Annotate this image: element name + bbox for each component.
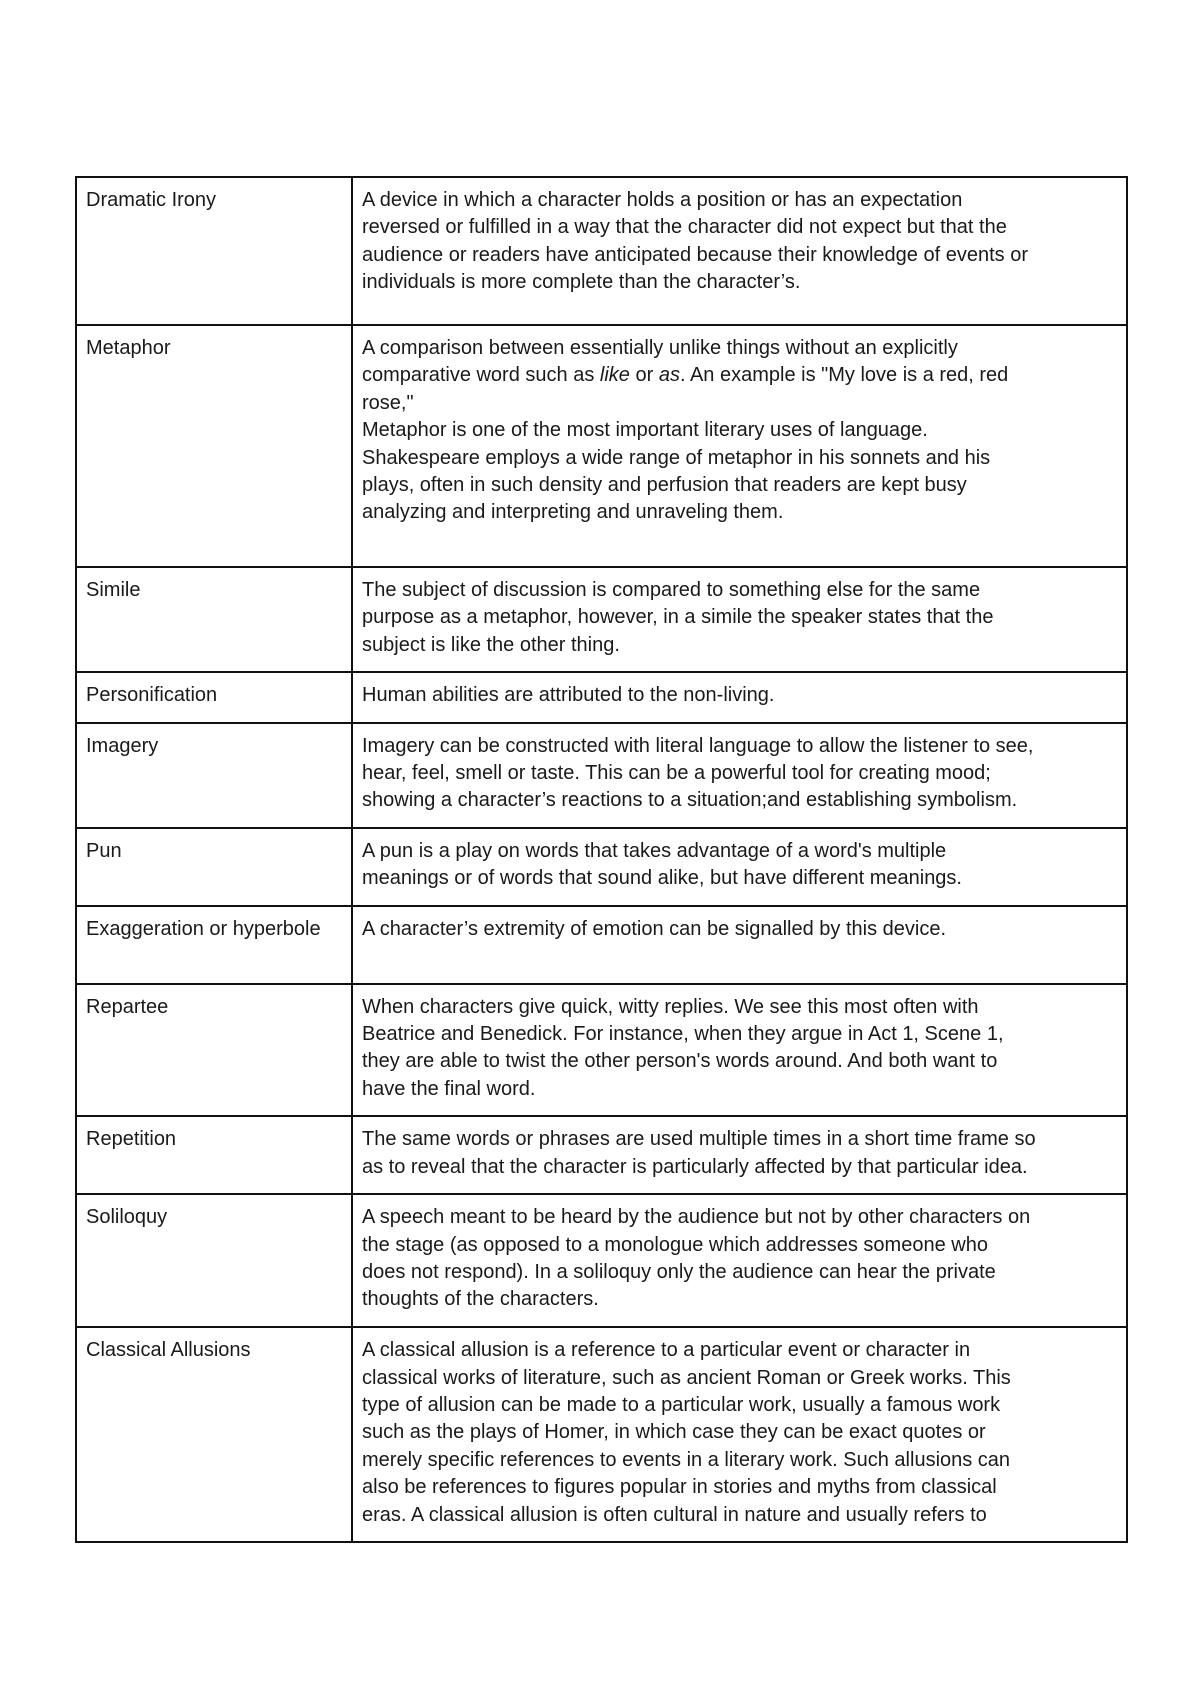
definition-line: The same words or phrases are used multiple times in a short time frame so: [362, 1128, 1036, 1151]
definition-text: . An example is "My love is a red, red: [679, 364, 1009, 387]
term-cell: Repartee: [76, 984, 352, 1117]
definition-cell: [352, 828, 1127, 906]
definition-line: Beatrice and Benedick. For instance, when they argue in Act 1, Scene 1,: [362, 1023, 1004, 1046]
definition-line: Human abilities are attributed to the non-living.: [362, 684, 775, 707]
definition-text: or: [635, 364, 654, 387]
table-row: [76, 1194, 1127, 1327]
definition-line: type of allusion can be made to a particular work, usually a famous work: [362, 1393, 1001, 1416]
definition-line: meanings or of words that sound alike, but have different meanings.: [362, 867, 962, 890]
definition-line: they are able to twist the other person's words around. And both want to: [362, 1050, 998, 1073]
definition-line: The subject of discussion is compared to something else for the same: [362, 579, 981, 601]
term-cell: Classical Allusions: [76, 1327, 352, 1542]
table-row: [76, 828, 1127, 906]
definition-cell: [352, 1327, 1127, 1542]
definition-line: as to reveal that the character is particularly affected by that particular idea.: [362, 1155, 1028, 1178]
definition-line: Shakespeare employs a wide range of metaphor in his sonnets and his: [362, 446, 991, 469]
definition-line: Imagery can be constructed with literal language to allow the listener to see,: [362, 734, 1034, 757]
definition-line: audience or readers have anticipated because their knowledge of events or: [362, 243, 1028, 266]
definition-cell: [352, 984, 1127, 1117]
definition-line: A pun is a play on words that takes advantage of a word's multiple: [362, 839, 947, 862]
table-row: [76, 325, 1127, 567]
table-row: [76, 984, 1127, 1117]
term-cell: Imagery: [76, 723, 352, 828]
definition-line: merely specific references to events in a literary work. Such allusions can: [362, 1448, 1011, 1471]
literary-devices-table: [75, 176, 1128, 1543]
definition-line: showing a character’s reactions to a situation;and establishing symbolism.: [362, 789, 1018, 812]
table-row: [76, 177, 1127, 325]
table-row: [76, 1116, 1127, 1194]
emphasis-like: like: [599, 364, 630, 387]
definition-line: A speech meant to be heard by the audience but not by other characters on: [362, 1206, 1031, 1229]
table-row: [76, 672, 1127, 722]
definition-cell: [352, 1194, 1127, 1327]
definition-line: have the final word.: [362, 1077, 536, 1100]
definition-line: [362, 362, 1116, 389]
term-cell: Soliloquy: [76, 1194, 352, 1327]
definition-line: A comparison between essentially unlike things without an explicitly: [362, 337, 958, 359]
definition-line: does not respond). In a soliloquy only the audience can hear the private: [362, 1260, 996, 1283]
term-cell: Pun: [76, 828, 352, 906]
table-row: [76, 1327, 1127, 1542]
definition-line: the stage (as opposed to a monologue which addresses someone who: [362, 1233, 988, 1256]
definition-line: A classical allusion is a reference to a particular event or character in: [362, 1339, 971, 1362]
definition-line: A device in which a character holds a position or has an expectation: [362, 189, 963, 211]
definition-line: also be references to figures popular in stories and myths from classical: [362, 1476, 997, 1499]
table-row: [76, 723, 1127, 828]
definition-line: When characters give quick, witty replies. We see this most often with: [362, 995, 979, 1018]
definition-cell: [352, 723, 1127, 828]
definition-line: such as the plays of Homer, in which case they can be exact quotes or: [362, 1421, 986, 1444]
definition-line: thoughts of the characters.: [362, 1288, 599, 1311]
definition-cell: [352, 1116, 1127, 1194]
term-cell: Personification: [76, 672, 352, 722]
definition-line: plays, often in such density and perfusion that readers are kept busy: [362, 474, 967, 497]
definition-cell: [352, 567, 1127, 672]
definition-cell: [352, 177, 1127, 325]
definition-line: classical works of literature, such as ancient Roman or Greek works. This: [362, 1366, 1011, 1389]
definition-line: individuals is more complete than the character’s.: [362, 271, 801, 294]
definition-line: Metaphor is one of the most important literary uses of language.: [362, 419, 928, 442]
definition-cell: [352, 325, 1127, 567]
term-cell: Simile: [76, 567, 352, 672]
term-cell: Dramatic Irony: [76, 177, 352, 325]
term-cell: Exaggeration or hyperbole: [76, 906, 352, 984]
definition-line: analyzing and interpreting and unraveling them.: [362, 501, 784, 524]
emphasis-as: as: [658, 364, 680, 387]
definition-text: comparative word such as: [362, 364, 595, 387]
definition-line: rose,": [362, 391, 414, 414]
table-row: [76, 906, 1127, 984]
term-cell: Metaphor: [76, 325, 352, 567]
definition-line: A character’s extremity of emotion can be signalled by this device.: [362, 917, 947, 940]
definition-line: eras. A classical allusion is often cultural in nature and usually refers to: [362, 1503, 987, 1526]
definition-line: subject is like the other thing.: [362, 633, 620, 656]
definition-line: purpose as a metaphor, however, in a simile the speaker states that the: [362, 606, 994, 629]
table-row: [76, 567, 1127, 672]
term-cell: Repetition: [76, 1116, 352, 1194]
definition-cell: [352, 672, 1127, 722]
definition-line: reversed or fulfilled in a way that the character did not expect but that the: [362, 216, 1007, 239]
definition-cell: [352, 906, 1127, 984]
definition-line: hear, feel, smell or taste. This can be a powerful tool for creating mood;: [362, 762, 991, 785]
